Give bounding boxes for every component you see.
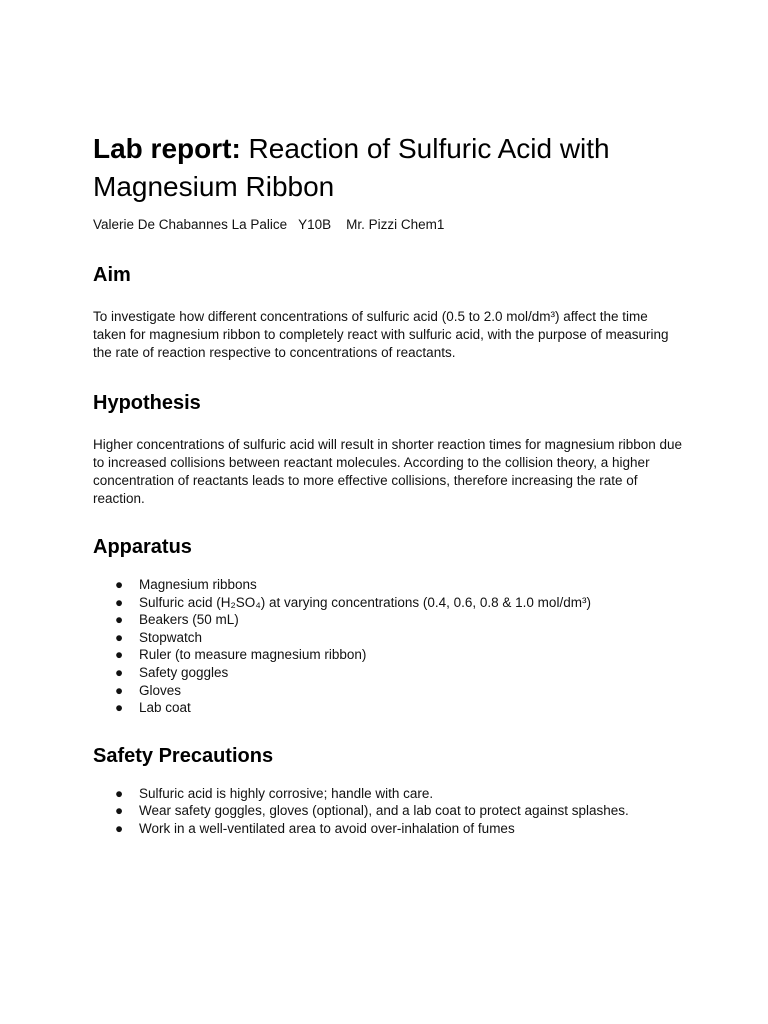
bullet-icon: ● [115, 785, 124, 801]
list-item-text: Ruler (to measure magnesium ribbon) [139, 647, 367, 663]
list-item [93, 629, 683, 647]
hypothesis-paragraph: Higher concentrations of sulfuric acid will result in shorter reaction times for magnesium ribbon due to increased collisions between reactant molecules. According to the collision theory, a higher concentration of reactants leads to more effective collisions, therefore increasing the rate of reaction. [93, 437, 683, 506]
apparatus-list [93, 576, 683, 717]
list-item [93, 802, 683, 820]
list-item-text: Sulfuric acid (H₂SO₄) at varying concentrations (0.4, 0.6, 0.8 & 1.0 mol/dm³) [139, 594, 591, 610]
list-item [93, 820, 683, 838]
list-item-text: Beakers (50 mL) [139, 612, 239, 628]
list-item [93, 611, 683, 629]
list-item [93, 785, 683, 803]
list-item-text: Wear safety goggles, gloves (optional), and a lab coat to protect against splashes. [139, 803, 629, 819]
apparatus-heading: Apparatus [93, 536, 192, 558]
bullet-icon: ● [115, 612, 124, 628]
list-item-text: Work in a well-ventilated area to avoid over-inhalation of fumes [139, 820, 515, 836]
safety-heading: Safety Precautions [93, 744, 274, 767]
list-item [93, 682, 683, 700]
hypothesis-heading: Hypothesis [93, 392, 201, 414]
bullet-icon: ● [115, 820, 124, 836]
list-item [93, 594, 683, 612]
list-item [93, 646, 683, 664]
bullet-icon: ● [115, 700, 124, 716]
list-item-text: Safety goggles [139, 664, 229, 680]
list-item-text: Lab coat [139, 700, 191, 716]
bullet-icon: ● [115, 682, 124, 698]
list-item [93, 664, 683, 682]
page-title [93, 130, 683, 206]
list-item-text: Gloves [139, 682, 182, 698]
aim-heading: Aim [93, 264, 131, 286]
list-item-text: Sulfuric acid is highly corrosive; handle with care. [139, 785, 434, 801]
author-byline: Valerie De Chabannes La Palice Y10B Mr. Pizzi Chem1 [93, 217, 445, 232]
list-item-text: Stopwatch [139, 629, 203, 645]
bullet-icon: ● [115, 594, 124, 610]
list-item [93, 699, 683, 717]
title-label: Lab report: [93, 133, 241, 164]
safety-list [93, 785, 683, 838]
bullet-icon: ● [115, 629, 124, 645]
bullet-icon: ● [115, 577, 124, 592]
bullet-icon: ● [115, 803, 124, 819]
list-item [93, 576, 683, 594]
bullet-icon: ● [115, 664, 124, 680]
document-page [93, 130, 683, 838]
title-text: Reaction of Sulfuric Acid with Magnesium Ribbon [93, 133, 610, 202]
aim-paragraph: To investigate how different concentrations of sulfuric acid (0.5 to 2.0 mol/dm³) affect the time taken for magnesium ribbon to completely react with sulfuric acid, with the purpose of measuring the rate of reaction respective to concentrations of reactants. [93, 309, 669, 360]
list-item-text: Magnesium ribbons [139, 577, 257, 592]
bullet-icon: ● [115, 647, 124, 663]
